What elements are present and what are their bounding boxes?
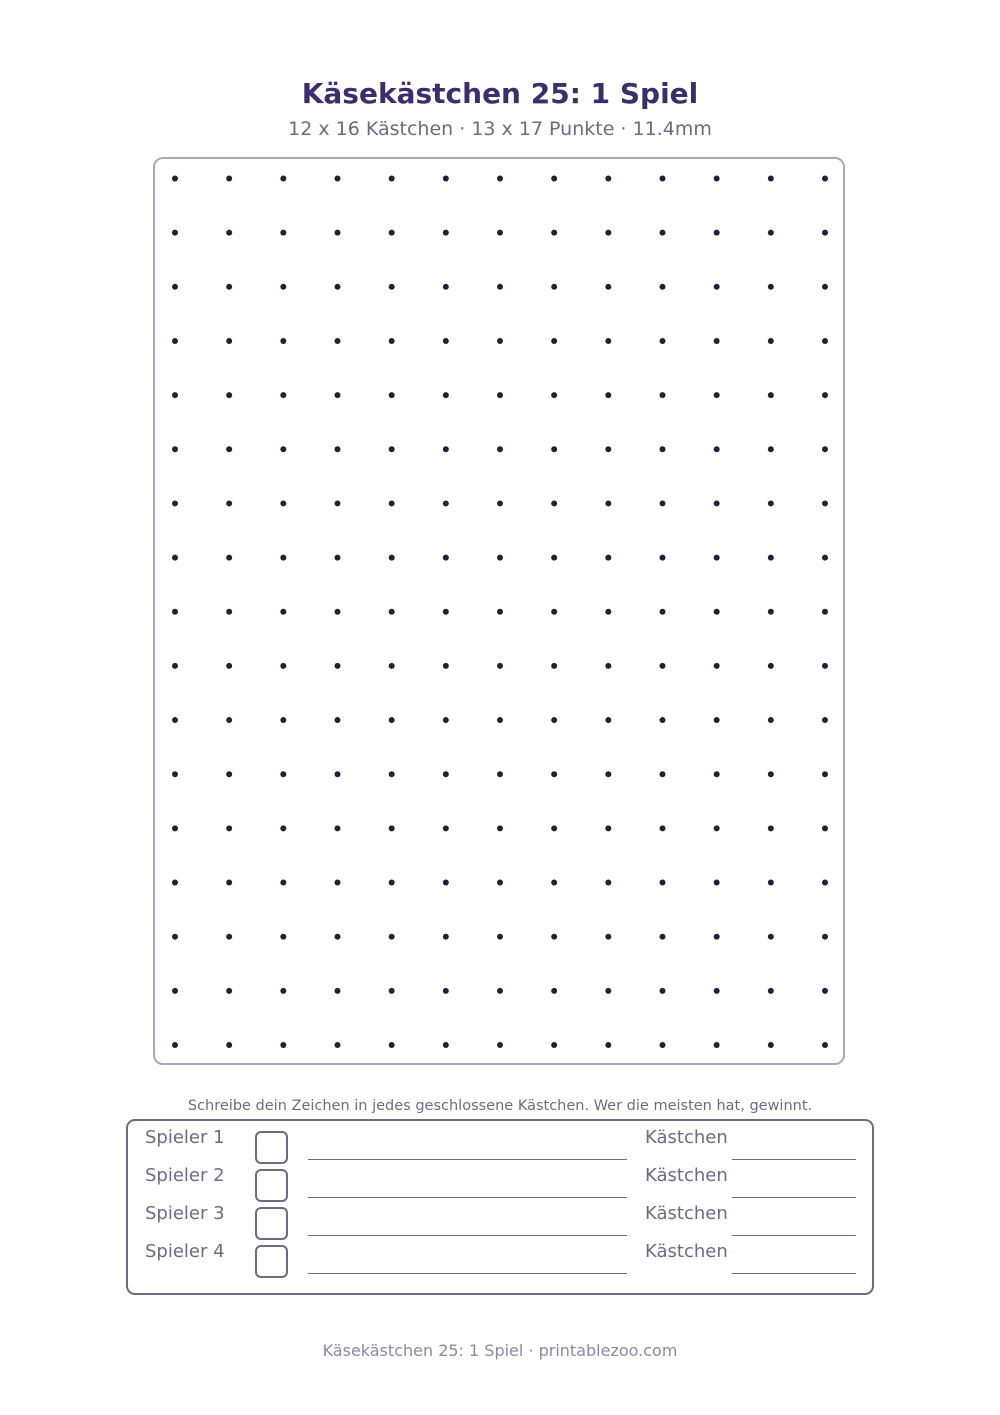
box-count-label: Kästchen bbox=[645, 1241, 728, 1262]
dot-grid-frame bbox=[153, 157, 845, 1065]
player-row bbox=[128, 1235, 876, 1271]
box-count-label: Kästchen bbox=[645, 1127, 728, 1148]
box-count-label: Kästchen bbox=[645, 1165, 728, 1186]
player-row bbox=[128, 1197, 876, 1233]
player-label: Spieler 1 bbox=[145, 1127, 225, 1148]
player-mark-box[interactable] bbox=[255, 1245, 288, 1278]
page-title: Käsekästchen 25: 1 Spiel bbox=[301, 77, 699, 110]
box-count-line[interactable] bbox=[732, 1273, 856, 1274]
box-count-label: Kästchen bbox=[645, 1203, 728, 1224]
player-row bbox=[128, 1159, 876, 1195]
player-label: Spieler 2 bbox=[145, 1165, 225, 1186]
player-row bbox=[128, 1121, 876, 1157]
page-subtitle: 12 x 16 Kästchen · 13 x 17 Punkte · 11.4mm bbox=[288, 118, 712, 140]
player-name-line[interactable] bbox=[308, 1273, 627, 1274]
player-label: Spieler 3 bbox=[145, 1203, 225, 1224]
player-label: Spieler 4 bbox=[145, 1241, 225, 1262]
instructions-text: Schreibe dein Zeichen in jedes geschlossene Kästchen. Wer die meisten hat, gewinnt. bbox=[187, 1098, 813, 1114]
score-table bbox=[126, 1119, 874, 1295]
page-footer: Käsekästchen 25: 1 Spiel · printablezoo.com bbox=[322, 1341, 678, 1360]
